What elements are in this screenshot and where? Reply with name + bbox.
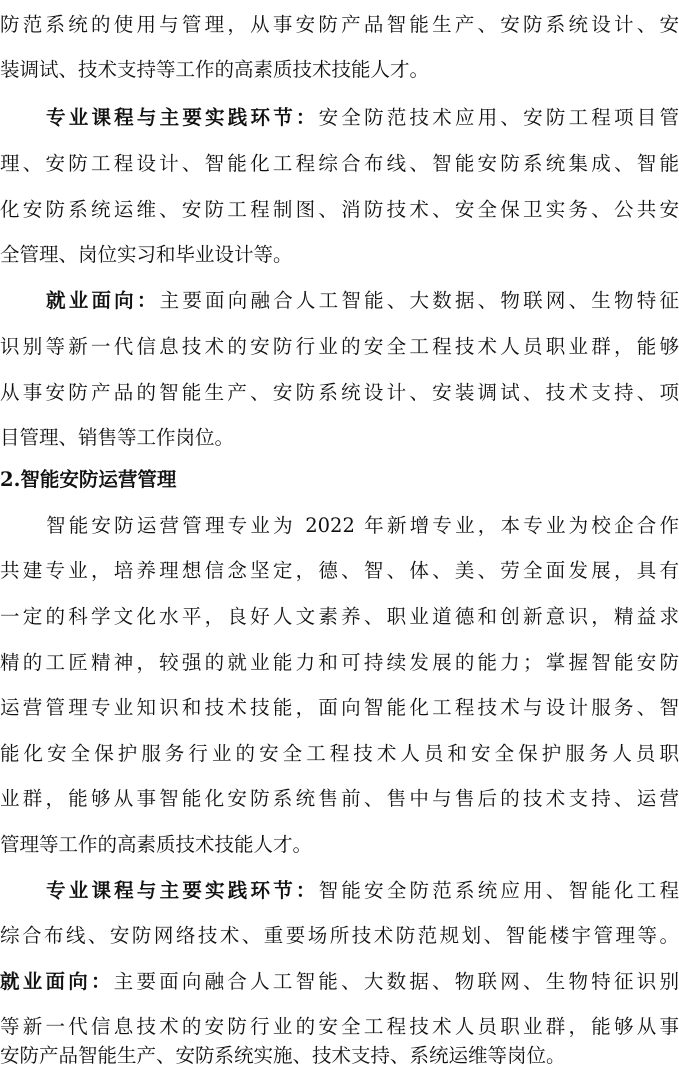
paragraph-line: 全管理、岗位实习和毕业设计等。 — [0, 243, 293, 266]
courses-line — [46, 873, 679, 909]
courses-label: 专业课程与主要实践环节： — [46, 106, 319, 129]
paragraph-line: 等新一代信息技术的安防行业的安全工程技术人员职业群，能够从事 — [0, 1015, 679, 1038]
paragraph-line: 目管理、销售等工作岗位。 — [0, 426, 235, 449]
paragraph-line: 化安防系统运维、安防工程制图、消防技术、安全保卫实务、公共安 — [0, 198, 679, 221]
paragraph-line: 一定的科学文化水平，良好人文素养、职业道德和创新意识，精益求 — [0, 605, 679, 628]
paragraph-line: 识别等新一代信息技术的安防行业的安全工程技术人员职业群，能够 — [0, 335, 679, 358]
courses-text: 安全防范技术应用、安防工程项目管 — [318, 106, 679, 129]
jobs-line — [46, 283, 679, 319]
paragraph-line: 安防产品智能生产、安防系统实施、技术支持、系统运维等岗位。 — [0, 1044, 566, 1067]
paragraph-line: 综合布线、安防网络技术、重要场所技术防范规划、智能楼宇管理等。 — [0, 924, 679, 947]
paragraph-line: 能化安全保护服务行业的安全工程技术人员和安全保护服务人员职 — [0, 742, 679, 765]
paragraph-line: 业群，能够从事智能化安防系统售前、售中与售后的技术支持、运营 — [0, 787, 679, 810]
jobs-text: 主要面向融合人工智能、大数据、物联网、生物特征 — [159, 289, 679, 312]
jobs-label: 就业面向： — [46, 289, 160, 312]
section-heading: 2.智能安防运营管理 — [0, 468, 177, 491]
paragraph-line: 精的工匠精神，较强的就业能力和可持续发展的能力；掌握智能安防 — [0, 651, 679, 674]
paragraph-line: 共建专业，培养理想信念坚定，德、智、体、美、劳全面发展，具有 — [0, 559, 679, 582]
jobs-text: 主要面向融合人工智能、大数据、物联网、生物特征识别 — [113, 970, 679, 993]
paragraph-line: 从事安防产品的智能生产、安防系统设计、安装调试、技术支持、项 — [0, 381, 679, 404]
paragraph-line: 管理等工作的高素质技术技能人才。 — [0, 833, 313, 856]
paragraph-line: 防范系统的使用与管理，从事安防产品智能生产、安防系统设计、安 — [0, 13, 679, 36]
paragraph-line: 装调试、技术支持等工作的高素质技术技能人才。 — [0, 58, 430, 81]
paragraph-line: 运营管理专业知识和技术技能，面向智能化工程技术与设计服务、智 — [0, 696, 679, 719]
jobs-line — [0, 964, 679, 1000]
paragraph-line: 智能安防运营管理专业为 2022 年新增专业，本专业为校企合作 — [46, 514, 679, 537]
jobs-label: 就业面向： — [0, 970, 114, 993]
courses-label: 专业课程与主要实践环节： — [46, 879, 319, 902]
paragraph-line: 理、安防工程设计、智能化工程综合布线、智能安防系统集成、智能 — [0, 152, 679, 175]
courses-line — [46, 100, 679, 136]
courses-text: 智能安全防范系统应用、智能化工程 — [318, 879, 679, 902]
